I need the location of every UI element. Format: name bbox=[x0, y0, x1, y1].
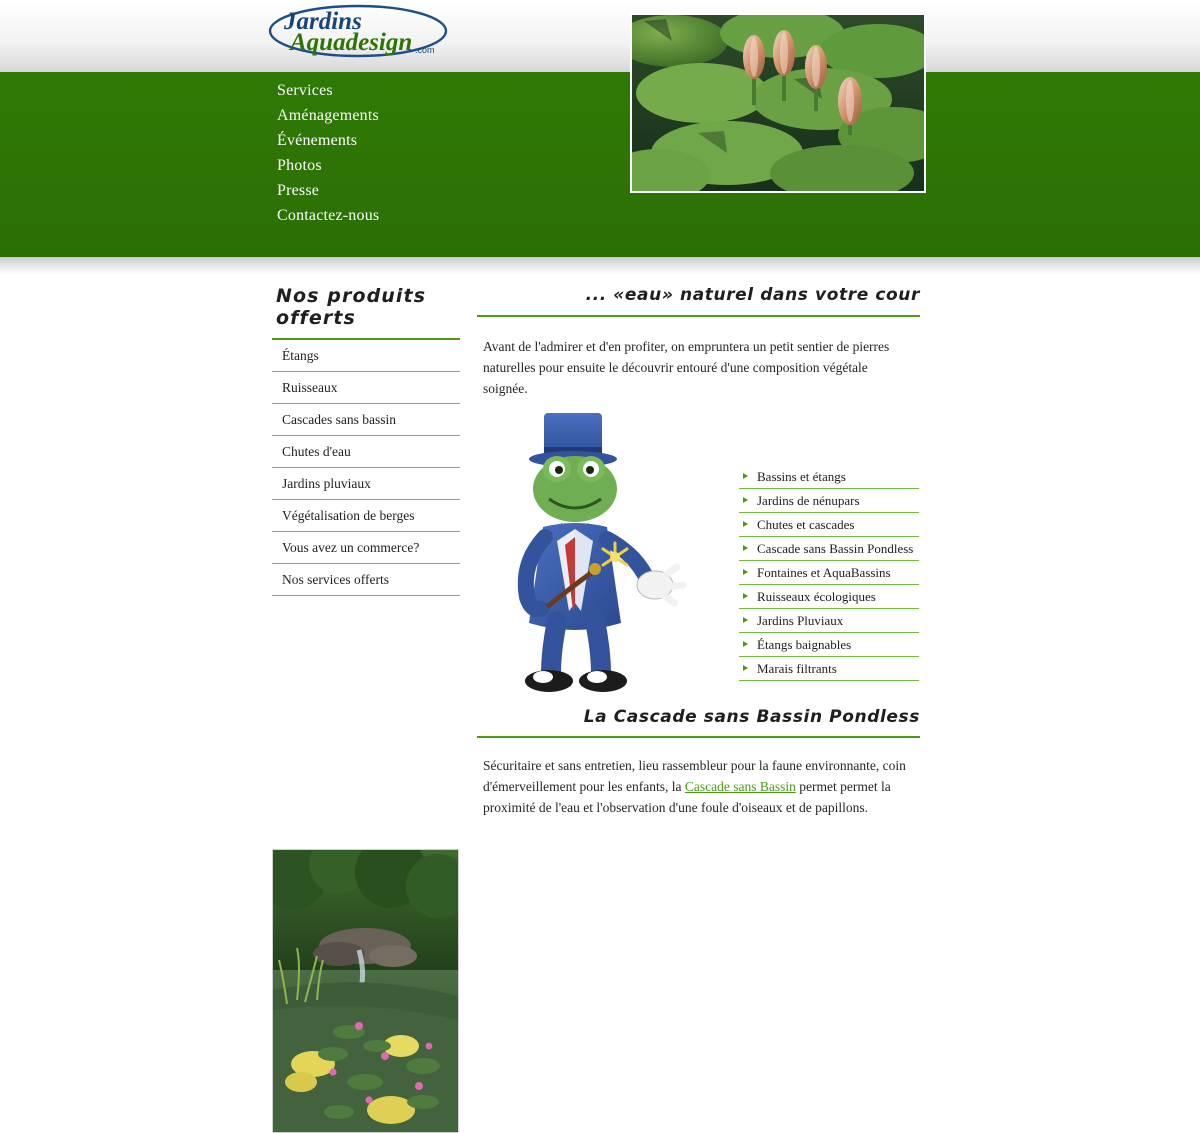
main-divider bbox=[477, 315, 920, 317]
list-item bbox=[272, 532, 460, 564]
link-marais-filtrants[interactable]: Marais filtrants bbox=[757, 661, 837, 676]
list-item bbox=[739, 561, 919, 585]
list-item bbox=[272, 500, 460, 532]
sidebar-item-vegetalisation-de-berges[interactable]: Végétalisation de berges bbox=[282, 508, 415, 523]
sidebar-item-jardins-pluviaux[interactable]: Jardins pluviaux bbox=[282, 476, 371, 491]
sidebar-item-ruisseaux[interactable]: Ruisseaux bbox=[282, 380, 338, 395]
sidebar-item-vous-avez-un-commerce[interactable]: Vous avez un commerce? bbox=[282, 540, 420, 555]
list-item bbox=[739, 537, 919, 561]
svg-text:Jardins: Jardins bbox=[284, 8, 362, 35]
section-paragraph-part1: Sécuritaire et sans entretien, lieu rassembleur pour la faune environnante, coin d'émerveillement pour les enfants, la bbox=[483, 758, 906, 794]
bullet-arrow-icon bbox=[743, 497, 748, 503]
mascot-and-links-row bbox=[477, 407, 920, 707]
bullet-arrow-icon bbox=[743, 473, 748, 479]
bullet-arrow-icon bbox=[743, 593, 748, 599]
link-fontaines-et-aquabassins[interactable]: Fontaines et AquaBassins bbox=[757, 565, 891, 580]
site-header bbox=[0, 0, 1200, 72]
sidebar-title: Nos produits offerts bbox=[276, 285, 427, 329]
sidebar-product-list bbox=[272, 340, 460, 596]
bullet-arrow-icon bbox=[743, 569, 748, 575]
list-item bbox=[272, 340, 460, 372]
sidebar bbox=[272, 285, 460, 596]
list-item bbox=[272, 468, 460, 500]
site-logo[interactable] bbox=[268, 3, 448, 59]
link-etangs-baignables[interactable]: Étangs baignables bbox=[757, 637, 852, 652]
bullet-arrow-icon bbox=[743, 521, 748, 527]
sidebar-item-etangs[interactable]: Étangs bbox=[282, 348, 319, 363]
link-bassins-et-etangs[interactable]: Bassins et étangs bbox=[757, 469, 846, 484]
mascot-frog-illustration bbox=[487, 407, 702, 702]
nav-item-amenagements[interactable]: Aménagements bbox=[277, 107, 379, 124]
link-cascade-sans-bassin-pondless[interactable]: Cascade sans Bassin Pondless bbox=[757, 541, 914, 556]
bullet-arrow-icon bbox=[743, 545, 748, 551]
hero-image-waterlilies bbox=[630, 13, 926, 193]
list-item bbox=[272, 436, 460, 468]
list-item bbox=[739, 513, 919, 537]
page-content bbox=[0, 275, 1200, 873]
list-item bbox=[739, 633, 919, 657]
link-jardins-pluviaux[interactable]: Jardins Pluviaux bbox=[757, 613, 844, 628]
list-item bbox=[272, 372, 460, 404]
list-item bbox=[272, 404, 460, 436]
svg-text:Aquadesign: Aquadesign bbox=[290, 29, 413, 56]
section-paragraph-part2: permet permet la proximité de l'eau et l'observation d'une foule d'oiseaux et de papillons. bbox=[483, 779, 891, 815]
inline-link-cascade-sans-bassin[interactable]: Cascade sans Bassin bbox=[684, 779, 796, 794]
nav-item-contactez-nous[interactable]: Contactez-nous bbox=[277, 207, 380, 224]
intro-paragraph: Avant de l'admirer et d'en profiter, on empruntera un petit sentier de pierres naturelles pour ensuite le découvrir entouré d'une composition végétale soignée. bbox=[483, 339, 890, 396]
list-item bbox=[739, 585, 919, 609]
main-column bbox=[477, 285, 920, 818]
nav-item-presse[interactable]: Presse bbox=[277, 182, 320, 199]
primary-nav-band bbox=[0, 72, 1200, 257]
bullet-arrow-icon bbox=[743, 617, 748, 623]
page-title: ... «eau» naturel dans votre cour bbox=[585, 285, 920, 305]
sidebar-photo-water-garden bbox=[272, 849, 459, 1133]
product-link-list bbox=[739, 465, 919, 681]
bullet-arrow-icon bbox=[743, 665, 748, 671]
list-item bbox=[739, 609, 919, 633]
bullet-arrow-icon bbox=[743, 641, 748, 647]
nav-item-photos[interactable]: Photos bbox=[277, 157, 322, 174]
link-chutes-et-cascades[interactable]: Chutes et cascades bbox=[757, 517, 855, 532]
section-divider bbox=[477, 736, 920, 738]
list-item bbox=[739, 657, 919, 681]
svg-text:.com: .com bbox=[415, 45, 435, 55]
sidebar-item-cascades-sans-bassin[interactable]: Cascades sans bassin bbox=[282, 412, 396, 427]
link-jardins-de-nenupars[interactable]: Jardins de nénupars bbox=[757, 493, 860, 508]
nav-item-services[interactable]: Services bbox=[277, 82, 333, 99]
nav-item-evenements[interactable]: Événements bbox=[277, 132, 358, 149]
band-shadow bbox=[0, 257, 1200, 275]
sidebar-item-chutes-deau[interactable]: Chutes d'eau bbox=[282, 444, 351, 459]
list-item bbox=[272, 564, 460, 596]
section-paragraph bbox=[483, 755, 915, 818]
main-navigation bbox=[268, 78, 468, 228]
section-title: La Cascade sans Bassin Pondless bbox=[583, 707, 920, 727]
list-item bbox=[739, 465, 919, 489]
list-item bbox=[739, 489, 919, 513]
sidebar-item-nos-services-offerts[interactable]: Nos services offerts bbox=[282, 572, 389, 587]
link-ruisseaux-ecologiques[interactable]: Ruisseaux écologiques bbox=[757, 589, 876, 604]
